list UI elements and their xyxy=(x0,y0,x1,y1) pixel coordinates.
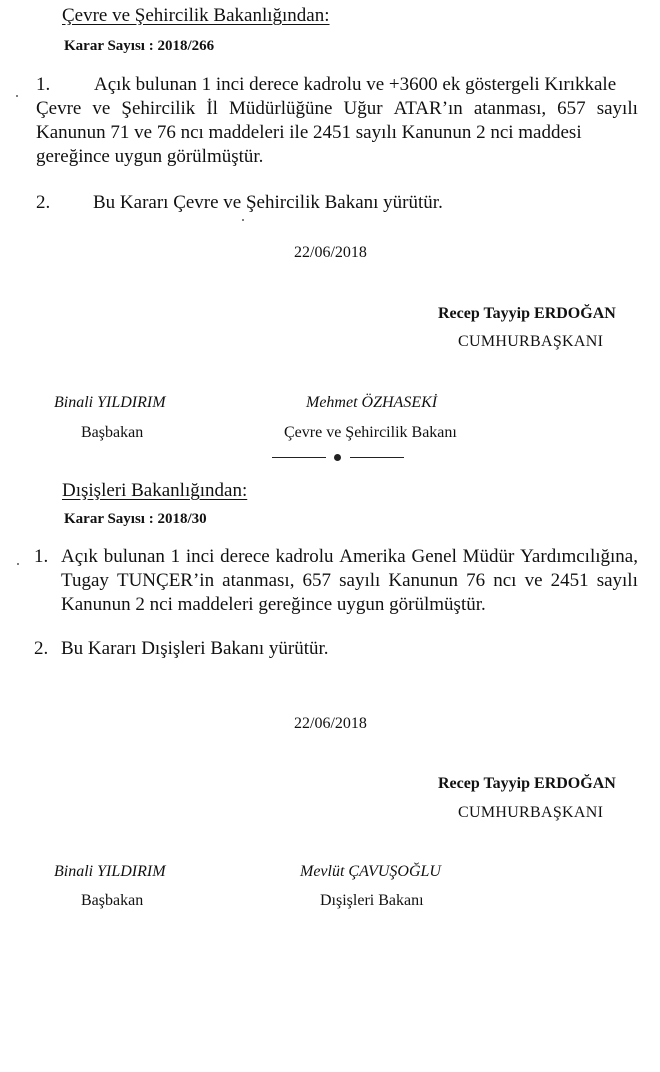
section1-signer-2-role: Çevre ve Şehircilik Bakanı xyxy=(284,424,457,441)
word: ve xyxy=(524,570,543,591)
section1-item-2-text: Bu Kararı Çevre ve Şehircilik Bakanı yürütür. xyxy=(93,192,443,213)
section2-signer-1-name: Binali YILDIRIM xyxy=(54,863,166,880)
word: TUNÇER’in xyxy=(116,570,215,591)
section1-president-title: CUMHURBAŞKANI xyxy=(458,333,604,350)
word: Amerika xyxy=(339,546,406,567)
scan-speck xyxy=(17,563,19,565)
word: Müdürlüğüne xyxy=(229,98,333,119)
section2-signer-2-name: Mevlüt ÇAVUŞOĞLU xyxy=(300,863,441,880)
word: ncı xyxy=(493,570,517,591)
separator-line-left xyxy=(272,457,326,458)
section1-item-2 xyxy=(36,192,596,218)
section2-item-1-number: 1. xyxy=(34,546,49,567)
section1-item-1-line: Açık bulunan 1 inci derece kadrolu ve +3600 ek göstergeli Kırıkkale xyxy=(94,74,617,95)
section1-date: 22/06/2018 xyxy=(294,244,367,261)
section1-item-1 xyxy=(36,74,638,174)
section1-item-1-line xyxy=(36,98,638,120)
section1-item-1-number: 1. xyxy=(36,74,51,95)
word: 657 xyxy=(302,570,332,591)
section1-signer-2-name: Mehmet ÖZHASEKİ xyxy=(306,394,438,411)
section2-decision-number: Karar Sayısı : 2018/30 xyxy=(64,511,207,527)
scan-speck xyxy=(242,219,244,221)
section1-ministry-heading: Çevre ve Şehircilik Bakanlığından: xyxy=(62,5,330,26)
section1-signer-1-name: Binali YILDIRIM xyxy=(54,394,166,411)
section2-item-2 xyxy=(34,638,434,664)
scan-speck xyxy=(16,95,18,97)
word: 1 xyxy=(170,546,181,567)
section2-president-title: CUMHURBAŞKANI xyxy=(458,804,604,821)
word: Çevre xyxy=(36,98,82,119)
section1-decision-number: Karar Sayısı : 2018/266 xyxy=(64,38,215,54)
word: atanması, xyxy=(222,570,295,591)
section2-signer-1-role: Başbakan xyxy=(81,892,144,909)
word: Açık xyxy=(61,546,98,567)
section2-ministry-heading: Dışişleri Bakanlığından: xyxy=(62,480,248,501)
word: Şehircilik xyxy=(121,98,196,119)
section1-item-1-line: Kanunun 71 ve 76 ncı maddeleri ile 2451 sayılı Kanunun 2 nci maddesi xyxy=(36,122,582,143)
section2-item-2-number: 2. xyxy=(34,638,49,659)
word: Yardımcılığına, xyxy=(520,546,638,567)
word: İl xyxy=(206,98,218,119)
word: sayılı xyxy=(339,570,381,591)
separator-line-right xyxy=(350,457,404,458)
section2-item-1-line xyxy=(61,546,638,568)
separator-dot xyxy=(334,454,341,461)
section1-item-2-number: 2. xyxy=(36,192,51,213)
word: sayılı xyxy=(596,570,638,591)
word: Müdür xyxy=(462,546,515,567)
word: 76 xyxy=(466,570,486,591)
word: ATAR’ın xyxy=(393,98,463,119)
section2-item-1 xyxy=(34,546,638,622)
section1-item-1-line: gereğince uygun görülmüştür. xyxy=(36,146,264,167)
section2-item-1-line xyxy=(61,570,638,592)
section2-president-name: Recep Tayyip ERDOĞAN xyxy=(438,775,616,792)
word: derece xyxy=(220,546,270,567)
word: bulunan xyxy=(103,546,165,567)
word: 2451 xyxy=(550,570,589,591)
section2-item-2-text: Bu Kararı Dışişleri Bakanı yürütür. xyxy=(61,638,329,659)
section2-signer-2-role: Dışişleri Bakanı xyxy=(320,892,424,909)
word: Tugay xyxy=(61,570,109,591)
word: Uğur xyxy=(343,98,383,119)
section2-item-1-line: Kanunun 2 nci maddeleri gereğince uygun görülmüştür. xyxy=(61,594,486,615)
word: Genel xyxy=(411,546,457,567)
section1-president-name: Recep Tayyip ERDOĞAN xyxy=(438,305,616,322)
word: ve xyxy=(92,98,111,119)
word: inci xyxy=(185,546,215,567)
section2-date: 22/06/2018 xyxy=(294,715,367,732)
word: sayılı xyxy=(596,98,638,119)
word: Kanunun xyxy=(388,570,459,591)
word: kadrolu xyxy=(275,546,334,567)
word: 657 xyxy=(557,98,586,119)
word: atanması, xyxy=(473,98,547,119)
section1-signer-1-role: Başbakan xyxy=(81,424,144,441)
